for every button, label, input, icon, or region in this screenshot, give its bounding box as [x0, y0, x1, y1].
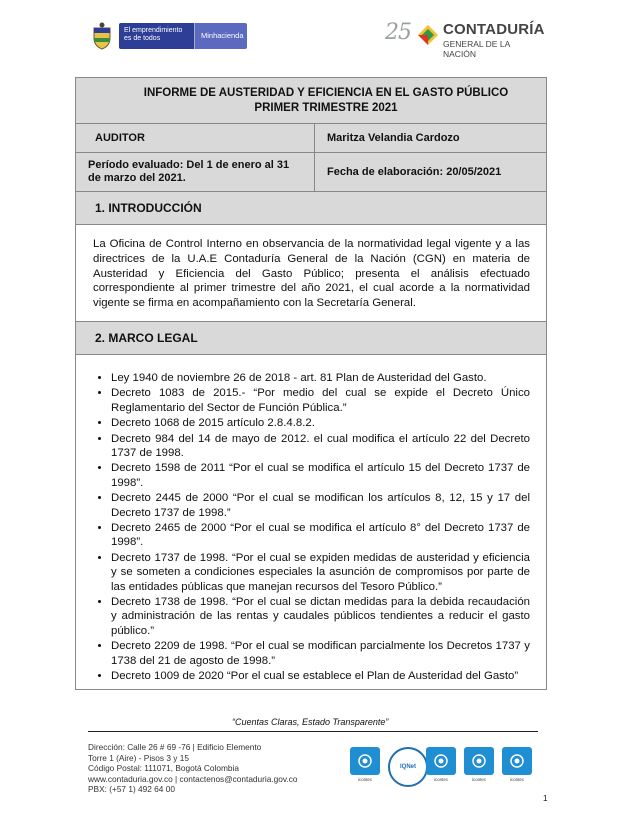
cert-label: icontec	[357, 777, 373, 782]
elaboration-date: Fecha de elaboración: 20/05/2021	[327, 166, 502, 178]
legal-header-row	[76, 322, 546, 355]
org-name: CONTADURÍA	[443, 21, 545, 38]
report-title	[76, 78, 546, 123]
list-item: • Decreto 2445 de 2000 “Por el cual se modifican los artículos 8, 12, 15 y 17 del Decreto 1737 de 1998.”	[111, 491, 530, 520]
contaduria-logo	[385, 20, 545, 59]
cert-label: icontec	[433, 777, 449, 782]
org-subtitle: GENERAL DE LA NACIÓN	[443, 39, 510, 59]
footer-web[interactable]: www.contaduria.gov.co | contactenos@contaduria.gov.co	[88, 773, 298, 784]
report-title-line1: INFORME DE AUSTERIDAD Y EFICIENCIA EN EL GASTO PÚBLICO	[143, 87, 509, 99]
report-title-line2: PRIMER TRIMESTRE 2021	[254, 102, 398, 114]
footer-address-block	[88, 742, 298, 795]
cert-label: icontec	[471, 777, 487, 782]
list-item: • Decreto 1738 de 1998. “Por el cual se dictan medidas para la debida recaudación y administración de las rentas y caudales públicos tendientes a reducir el gasto público.”	[111, 595, 530, 638]
intro-body-row	[76, 225, 546, 322]
page-number: 1	[543, 794, 548, 803]
icontec-icon	[464, 747, 494, 775]
list-item: • Decreto 1083 de 2015.- “Por medio del cual se expide el Decreto Único Reglamentario del Sector de Función Pública.”	[111, 386, 530, 415]
list-item: • Decreto 984 del 14 de mayo de 2012. el cual modifica el artículo 22 del Decreto 1737 de 1998.	[111, 432, 530, 461]
period-row	[76, 153, 546, 192]
gov-slogan-line1: El emprendimiento	[124, 27, 183, 34]
gov-slogan	[119, 23, 194, 49]
intro-heading: 1. INTRODUCCIÓN	[95, 201, 202, 215]
ministry-label: Minhacienda	[194, 23, 247, 49]
legal-heading: 2. MARCO LEGAL	[95, 330, 198, 345]
cert-logo	[388, 747, 418, 787]
intro-header-row	[76, 192, 546, 225]
list-item: • Decreto 2465 de 2000 “Por el cual se modifica el artículo 8° del Decreto 1737 de 1998”.	[111, 521, 530, 550]
anniversary-mark: 25	[385, 20, 411, 45]
report-table	[75, 77, 547, 690]
legal-body-row	[76, 355, 546, 689]
gov-slogan-line2: es de todos	[124, 35, 161, 42]
footer-tower: Torre 1 (Aire) - Pisos 3 y 15	[88, 752, 189, 763]
intro-paragraph: La Oficina de Control Interno en observancia de la normatividad legal vigente y a las directrices de la U.A.E Contaduría General de la Nación (CGN) en materia de Austeridad y Eficiencia del Gasto Público; presenta el análisis efectuado correspondiente al primer trimestre del año 2021, el cual acorde a la normatividad vigente se firma en acompañamiento con la Secretaría General.	[93, 238, 530, 310]
list-item: • Decreto 1737 de 1998. “Por el cual se expiden medidas de austeridad y eficiencia y se someten a condiciones especiales la asunción de compromisos por parte de las entidades públicas que manejan recursos del Tesoro Público.”	[111, 551, 530, 594]
legal-list-container	[76, 355, 546, 689]
footer-divider	[88, 731, 538, 732]
list-item: • Decreto 1009 de 2020 “Por el cual se establece el Plan de Austeridad del Gasto”	[111, 669, 530, 683]
colombia-shield-icon	[91, 22, 113, 50]
footer-slogan: “Cuentas Claras, Estado Transparente”	[232, 717, 389, 727]
iqnet-icon: IQNet	[388, 747, 428, 787]
icontec-icon	[350, 747, 380, 775]
footer-address: Dirección: Calle 26 # 69 -76 | Edificio Elemento	[88, 742, 262, 752]
evaluation-period: Período evaluado: Del 1 de enero al 31 de marzo del 2021.	[76, 153, 315, 191]
auditor-label: AUDITOR	[76, 124, 315, 152]
list-item: • Ley 1940 de noviembre 26 de 2018 - art. 81 Plan de Austeridad del Gasto.	[111, 371, 530, 385]
list-item: • Decreto 2209 de 1998. “Por el cual se modifican parcialmente los Decretos 1737 y 1738 del 21 de agosto de 1998.”	[111, 639, 530, 668]
certification-logos	[350, 747, 532, 787]
title-row	[76, 78, 546, 124]
auditor-name: Maritza Velandia Cardozo	[327, 132, 460, 144]
cert-logo	[426, 747, 456, 782]
icontec-icon	[426, 747, 456, 775]
footer-phone: PBX: (+57 1) 492 64 00	[88, 784, 175, 794]
contaduria-mark-icon	[417, 24, 439, 46]
auditor-row	[76, 124, 546, 153]
icontec-icon	[502, 747, 532, 775]
legal-list	[93, 371, 530, 684]
cert-logo	[350, 747, 380, 782]
government-logo	[91, 21, 254, 51]
footer-postal: Código Postal: 111071, Bogotá Colombia	[88, 763, 239, 773]
list-item: • Decreto 1598 de 2011 “Por el cual se modifica el artículo 15 del Decreto 1737 de 1998”.	[111, 461, 530, 490]
cert-logo	[502, 747, 532, 782]
cert-logo	[464, 747, 494, 782]
cert-label: icontec	[509, 777, 525, 782]
list-item: • Decreto 1068 de 2015 artículo 2.8.4.8.2.	[111, 416, 530, 430]
